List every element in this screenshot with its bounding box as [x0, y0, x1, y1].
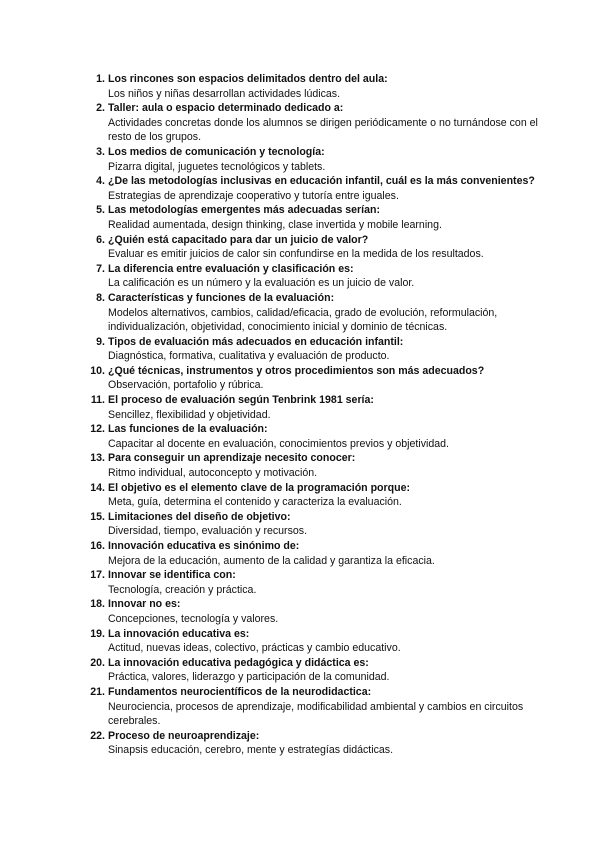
list-item [88, 174, 540, 203]
question-text: Proceso de neuroaprendizaje: [108, 729, 260, 742]
question-text: El proceso de evaluación según Tenbrink 1981 sería: [108, 394, 374, 407]
item-number: 15. [90, 510, 105, 523]
answer-text: Meta, guía, determina el contenido y caracteriza la evaluación. [108, 496, 402, 509]
answer-text: Actividades concretas donde los alumnos se dirigen periódicamente o no turnándose con el resto de los grupos. [108, 116, 538, 144]
item-number: 18. [90, 598, 105, 611]
answer-text: Capacitar al docente en evaluación, conocimientos previos y objetividad. [108, 437, 449, 450]
list-item [88, 451, 540, 480]
list-item [88, 291, 540, 335]
answer-text: Diagnóstica, formativa, cualitativa y evaluación de producto. [108, 350, 390, 363]
item-number: 21. [90, 685, 105, 698]
list-item [88, 481, 540, 510]
item-number: 1. [96, 73, 105, 85]
answer-text: Modelos alternativos, cambios, calidad/eficacia, grado de evolución, reformulación, individualización, objetividad, conocimiento inicial y dominio de técnicas. [108, 306, 498, 334]
question-text: Fundamentos neurocientíficos de la neurodidactica: [108, 685, 372, 698]
item-number: 9. [96, 335, 105, 348]
answer-text: Diversidad, tiempo, evaluación y recursos. [108, 525, 308, 538]
list-item [88, 510, 540, 539]
item-number: 17. [90, 569, 105, 582]
answer-text: Los niños y niñas desarrollan actividades lúdicas. [108, 87, 341, 100]
list-item [88, 568, 540, 597]
list-item [88, 145, 540, 174]
list-item [88, 685, 540, 729]
question-text: La diferencia entre evaluación y clasificación es: [108, 262, 354, 275]
answer-text: Ritmo individual, autoconcepto y motivación. [108, 467, 318, 480]
question-text: Innovación educativa es sinónimo de: [108, 540, 300, 552]
question-text: Los medios de comunicación y tecnología: [108, 145, 325, 158]
question-text: Los rincones son espacios delimitados dentro del aula: [108, 73, 388, 85]
list-item [88, 101, 540, 145]
answer-text: Neurociencia, procesos de aprendizaje, modificabilidad ambiental y cambios en circuitos cerebrales. [108, 700, 524, 728]
item-number: 10. [90, 364, 105, 377]
question-text: Tipos de evaluación más adecuados en educación infantil: [108, 335, 404, 348]
question-text: Las funciones de la evaluación: [108, 423, 268, 436]
item-number: 4. [96, 175, 105, 188]
question-text: Características y funciones de la evaluación: [108, 291, 335, 304]
answer-text: Concepciones, tecnología y valores. [108, 612, 279, 625]
item-number: 12. [90, 423, 105, 436]
answer-text: La calificación es un número y la evaluación es un juicio de valor. [108, 277, 415, 290]
list-item [88, 729, 540, 758]
list-item [88, 627, 540, 656]
answer-text: Tecnología, creación y práctica. [108, 583, 257, 596]
list-item [88, 335, 540, 364]
answer-text: Estrategias de aprendizaje cooperativo y tutoría entre iguales. [108, 189, 399, 202]
question-text: Innovar se identifica con: [108, 569, 236, 582]
answer-text: Observación, portafolio y rúbrica. [108, 379, 264, 392]
list-item [88, 539, 540, 568]
question-text: ¿Qué técnicas, instrumentos y otros procedimientos son más adecuados? [108, 364, 485, 377]
question-text: Limitaciones del diseño de objetivo: [108, 510, 291, 523]
list-item [88, 364, 540, 393]
item-number: 14. [90, 481, 105, 494]
answer-text: Sinapsis educación, cerebro, mente y estrategías didácticas. [108, 744, 394, 757]
item-number: 3. [96, 145, 105, 158]
item-number: 5. [96, 204, 105, 217]
item-number: 11. [90, 394, 105, 407]
item-number: 6. [96, 233, 105, 246]
answer-text: Mejora de la educación, aumento de la calidad y garantiza la eficacia. [108, 554, 435, 567]
list-item [88, 393, 540, 422]
answer-text: Pizarra digital, juguetes tecnológicos y tablets. [108, 160, 326, 173]
answer-text: Práctica, valores, liderazgo y participación de la comunidad. [108, 671, 390, 684]
item-number: 22. [90, 729, 105, 742]
answer-text: Actitud, nuevas ideas, colectivo, prácticas y cambio educativo. [108, 642, 401, 655]
question-answer-list [88, 72, 540, 758]
answer-text: Evaluar es emitir juicios de calor sin confundirse en la medida de los resultados. [108, 248, 484, 261]
question-text: ¿De las metodologías inclusivas en educación infantil, cuál es la más convenientes? [108, 175, 535, 188]
item-number: 16. [90, 540, 105, 552]
list-item [88, 72, 540, 101]
list-item [88, 422, 540, 451]
list-item [88, 203, 540, 232]
item-number: 13. [90, 452, 105, 465]
question-text: ¿Quién está capacitado para dar un juicio de valor? [108, 233, 369, 246]
list-item [88, 656, 540, 685]
item-number: 8. [96, 291, 105, 304]
list-item [88, 597, 540, 626]
question-text: El objetivo es el elemento clave de la programación porque: [108, 481, 411, 494]
item-number: 20. [90, 656, 105, 669]
question-text: Las metodologías emergentes más adecuadas serían: [108, 204, 381, 217]
question-text: Innovar no es: [108, 598, 181, 611]
list-item [88, 262, 540, 291]
question-text: La innovación educativa es: [108, 627, 250, 640]
question-text: Taller: aula o espacio determinado dedicado a: [108, 102, 344, 115]
list-item [88, 233, 540, 262]
item-number: 19. [90, 627, 105, 640]
answer-text: Sencillez, flexibilidad y objetividad. [108, 408, 271, 421]
answer-text: Realidad aumentada, design thinking, clase invertida y mobile learning. [108, 218, 442, 231]
item-number: 7. [96, 262, 105, 275]
item-number: 2. [96, 102, 105, 115]
question-text: Para conseguir un aprendizaje necesito conocer: [108, 452, 356, 465]
question-text: La innovación educativa pedagógica y didáctica es: [108, 656, 369, 669]
